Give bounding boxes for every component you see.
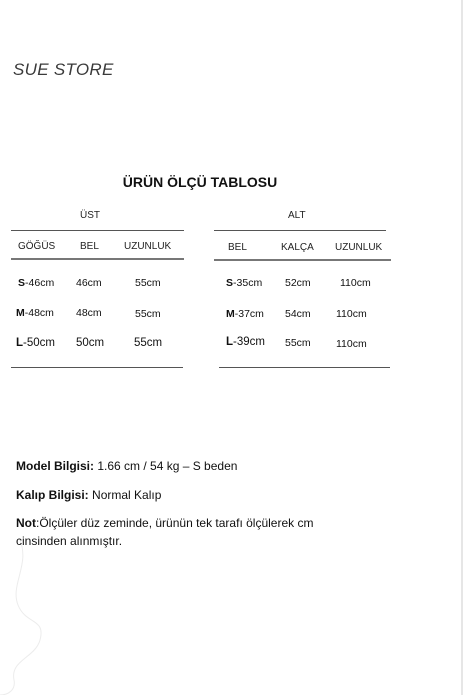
- size-table-title: ÜRÜN ÖLÇÜ TABLOSU: [122, 174, 278, 190]
- ust-row-s-bel: 46cm: [76, 277, 102, 289]
- note-info: [16, 514, 366, 550]
- ust-row-l-uzunluk: 55cm: [134, 337, 163, 349]
- ust-row-m-bel: 48cm: [76, 307, 102, 319]
- ust-row-m-uzunluk: 55cm: [135, 308, 161, 320]
- alt-row-l-kalca: 55cm: [285, 337, 311, 349]
- ust-header-rule: [11, 258, 184, 260]
- fit-info-label: Kalıp Bilgisi:: [16, 488, 89, 502]
- alt-header-uzunluk: UZUNLUK: [335, 242, 383, 253]
- ust-bottom-rule: [11, 367, 183, 368]
- alt-row-s-size: S-35cm: [226, 277, 263, 289]
- alt-row-l-size: L-39cm: [226, 336, 265, 348]
- alt-label: ALT: [288, 210, 306, 221]
- ust-row-l-bel: 50cm: [76, 337, 105, 349]
- alt-row-m-uzunluk: 110cm: [336, 308, 367, 320]
- ust-row-m-size: M-48cm: [16, 307, 54, 319]
- fit-info-value: Normal Kalıp: [88, 488, 162, 502]
- brand-name: SUE STORE: [13, 60, 114, 79]
- ust-header-bel: BEL: [80, 241, 99, 252]
- alt-header-bel: BEL: [228, 242, 247, 253]
- alt-row-s-kalca: 52cm: [285, 277, 311, 289]
- ust-row-s-size: S-46cm: [18, 277, 55, 289]
- alt-top-rule: [214, 230, 386, 231]
- alt-header-kalca: KALÇA: [281, 242, 314, 253]
- alt-row-l-uzunluk: 110cm: [336, 338, 367, 350]
- ust-header-gogus: GÖĞÜS: [18, 241, 56, 252]
- alt-row-s-uzunluk: 110cm: [340, 277, 371, 289]
- alt-row-m-kalca: 54cm: [285, 308, 311, 320]
- note-info-value: :Ölçüler düz zeminde, ürünün tek tarafı ölçülerek cm cinsinden alınmıştır.: [16, 516, 314, 548]
- model-info-label: Model Bilgisi:: [16, 459, 94, 473]
- alt-row-m-size: M-37cm: [226, 308, 264, 320]
- ust-header-uzunluk: UZUNLUK: [124, 241, 172, 252]
- note-info-label: Not: [16, 516, 36, 530]
- ust-row-l-size: L-50cm: [16, 337, 55, 349]
- fit-info: [16, 486, 366, 504]
- ust-top-rule: [11, 230, 184, 231]
- decorative-line-art: [0, 540, 60, 695]
- model-info: [16, 457, 366, 475]
- alt-bottom-rule: [219, 367, 390, 368]
- ust-row-s-uzunluk: 55cm: [135, 277, 161, 289]
- ust-label: ÜST: [80, 210, 100, 221]
- alt-header-rule: [214, 259, 391, 261]
- model-info-value: 1.66 cm / 54 kg – S beden: [94, 459, 238, 473]
